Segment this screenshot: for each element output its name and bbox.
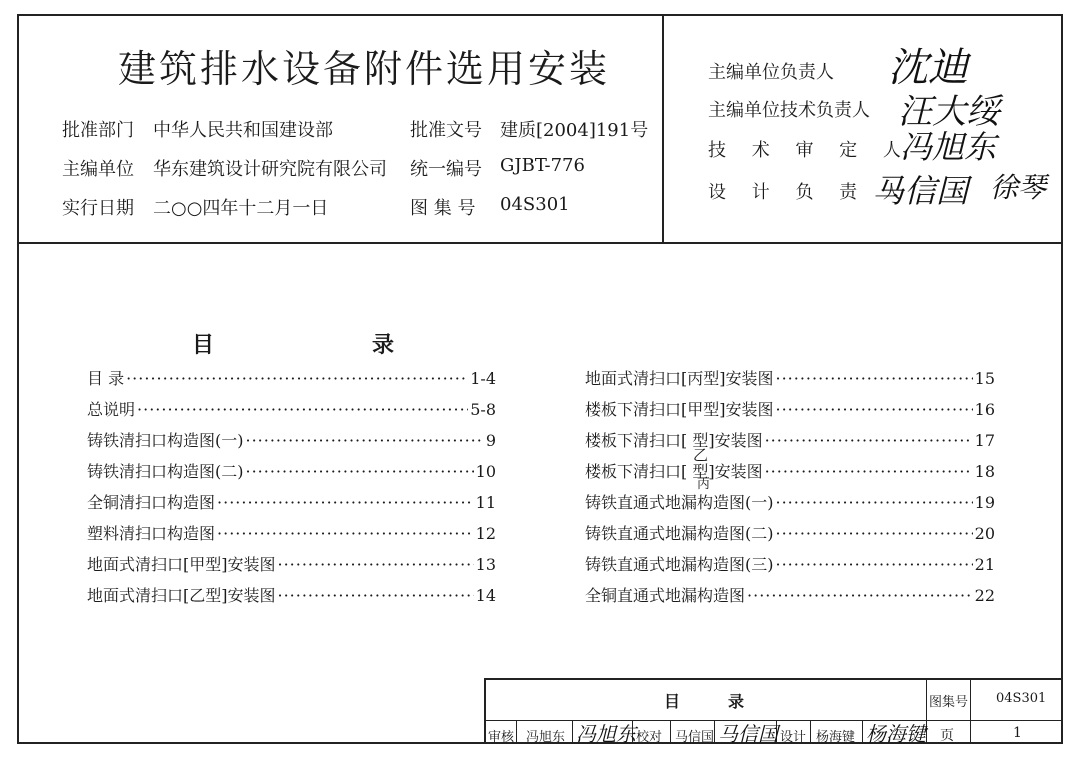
toc-item-page: 1-4 bbox=[470, 369, 496, 388]
chief-unit-head-label: 主编单位负责人 bbox=[708, 62, 834, 83]
toc-item-label: 楼板下清扫口[ 型]安装图 bbox=[585, 462, 763, 481]
review-signature: 冯旭东 bbox=[576, 722, 636, 746]
title-block-title-left: 目 bbox=[664, 692, 681, 711]
toc-item-label: 地面式清扫口[甲型]安装图 bbox=[87, 555, 276, 574]
approval-dept-value: 中华人民共和国建设部 bbox=[153, 120, 333, 141]
toc-item-page: 22 bbox=[974, 586, 995, 605]
toc-leader-dots bbox=[246, 462, 474, 481]
toc-item-page: 12 bbox=[475, 524, 496, 543]
toc-item-label: 目 录 bbox=[87, 369, 125, 388]
page-number: 1 bbox=[1013, 725, 1022, 741]
atlas-no-value: 04S301 bbox=[996, 691, 1047, 706]
atlas-number-label: 图 集 号 bbox=[410, 198, 476, 219]
atlas-no-label: 图集号 bbox=[929, 695, 969, 710]
toc-item-page: 19 bbox=[974, 493, 995, 512]
toc-item[interactable] bbox=[87, 521, 496, 543]
signature-design-lead: 马信国 bbox=[872, 172, 969, 210]
page-label: 页 bbox=[940, 728, 954, 744]
toc-item[interactable] bbox=[585, 583, 995, 605]
toc-item-page: 16 bbox=[974, 400, 995, 419]
design-label: 设计 bbox=[780, 730, 807, 745]
title-block-divider bbox=[862, 720, 863, 744]
header-separator bbox=[17, 242, 1063, 244]
chief-editor-label: 主编单位 bbox=[62, 159, 134, 180]
toc-leader-dots bbox=[278, 586, 474, 605]
toc-item-label: 铸铁直通式地漏构造图(一) bbox=[585, 493, 774, 512]
toc-leader-dots bbox=[776, 555, 973, 574]
toc-item-label: 地面式清扫口[丙型]安装图 bbox=[585, 369, 774, 388]
toc-leader-dots bbox=[765, 462, 973, 481]
toc-item-page: 18 bbox=[974, 462, 995, 481]
atlas-number-value: 04S301 bbox=[500, 194, 570, 215]
title-block-divider bbox=[572, 720, 573, 744]
approval-doc-label: 批准文号 bbox=[410, 120, 482, 141]
effective-date-label: 实行日期 bbox=[62, 198, 134, 219]
toc-item-page: 14 bbox=[475, 586, 496, 605]
toc-item-label: 铸铁直通式地漏构造图(二) bbox=[585, 524, 774, 543]
toc-leader-dots bbox=[246, 431, 484, 450]
toc-item-page: 10 bbox=[475, 462, 496, 481]
toc-leader-dots bbox=[278, 555, 474, 574]
toc-item-page: 11 bbox=[475, 493, 496, 512]
title-block-divider bbox=[810, 720, 811, 744]
toc-item[interactable] bbox=[585, 490, 995, 512]
toc-overlay-char-bing: 丙 bbox=[697, 477, 711, 492]
title-block-divider bbox=[970, 678, 971, 744]
toc-item-label: 总说明 bbox=[87, 400, 136, 419]
toc-item-label: 全铜直通式地漏构造图 bbox=[585, 586, 746, 605]
approval-doc-value: 建质[2004]191号 bbox=[500, 120, 649, 141]
toc-heading-right: 录 bbox=[372, 332, 395, 358]
check-name: 马信国 bbox=[675, 730, 715, 745]
review-name: 冯旭东 bbox=[526, 730, 566, 745]
toc-item-label: 地面式清扫口[乙型]安装图 bbox=[87, 586, 276, 605]
toc-item[interactable] bbox=[87, 552, 496, 574]
review-label: 审核 bbox=[488, 730, 515, 745]
toc-item[interactable] bbox=[585, 459, 995, 481]
toc-item[interactable] bbox=[585, 428, 995, 450]
toc-leader-dots bbox=[126, 369, 468, 388]
toc-item[interactable] bbox=[87, 490, 496, 512]
toc-leader-dots bbox=[765, 431, 973, 450]
atlas-title: 建筑排水设备附件选用安装 bbox=[118, 47, 611, 91]
toc-item-page: 20 bbox=[974, 524, 995, 543]
header-vertical-divider bbox=[662, 14, 664, 243]
toc-item-page: 9 bbox=[485, 431, 496, 450]
unified-number-label: 统一编号 bbox=[410, 159, 482, 180]
title-block-divider bbox=[516, 720, 517, 744]
toc-item-label: 铸铁清扫口构造图(一) bbox=[87, 431, 244, 450]
signature-tech-head: 汪大绥 bbox=[898, 92, 1000, 132]
check-signature: 马信国 bbox=[718, 722, 778, 746]
toc-overlay-char-yi: 乙 bbox=[693, 446, 709, 464]
design-signature: 杨海键 bbox=[866, 722, 926, 746]
unified-number-value: GJBT-776 bbox=[500, 155, 585, 176]
toc-item-label: 楼板下清扫口[ 型]安装图 bbox=[585, 431, 763, 450]
toc-item-page: 13 bbox=[475, 555, 496, 574]
title-block-title-right: 录 bbox=[728, 692, 745, 711]
toc-item-label: 铸铁清扫口构造图(二) bbox=[87, 462, 244, 481]
toc-item[interactable] bbox=[585, 366, 995, 388]
toc-item[interactable] bbox=[87, 397, 496, 419]
toc-leader-dots bbox=[747, 586, 973, 605]
chief-editor-value: 华东建筑设计研究院有限公司 bbox=[153, 159, 387, 180]
check-label: 校对 bbox=[636, 730, 663, 745]
technical-reviewer-label: 技 术 审 定 人 bbox=[708, 140, 911, 161]
toc-item-page: 5-8 bbox=[470, 400, 496, 419]
signature-design-lead-2: 徐琴 bbox=[990, 171, 1047, 204]
toc-item[interactable] bbox=[87, 366, 496, 388]
title-block-divider bbox=[714, 720, 715, 744]
approval-dept-label: 批准部门 bbox=[62, 120, 134, 141]
toc-heading-left: 目 bbox=[192, 332, 215, 358]
toc-leader-dots bbox=[776, 524, 973, 543]
chief-unit-tech-head-label: 主编单位技术负责人 bbox=[708, 100, 870, 121]
toc-item-page: 21 bbox=[974, 555, 995, 574]
title-block-divider bbox=[670, 720, 671, 744]
toc-leader-dots bbox=[776, 400, 973, 419]
toc-item[interactable] bbox=[585, 552, 995, 574]
toc-leader-dots bbox=[137, 400, 468, 419]
toc-item[interactable] bbox=[87, 428, 496, 450]
toc-item-label: 塑料清扫口构造图 bbox=[87, 524, 216, 543]
toc-item[interactable] bbox=[87, 583, 496, 605]
toc-leader-dots bbox=[217, 524, 474, 543]
toc-item-label: 铸铁直通式地漏构造图(三) bbox=[585, 555, 774, 574]
toc-item[interactable] bbox=[87, 459, 496, 481]
toc-item[interactable] bbox=[585, 521, 995, 543]
toc-leader-dots bbox=[217, 493, 474, 512]
toc-item-page: 17 bbox=[974, 431, 995, 450]
signature-chief-unit-head: 沈迪 bbox=[888, 45, 968, 91]
design-name: 杨海键 bbox=[816, 730, 856, 745]
toc-item[interactable] bbox=[585, 397, 995, 419]
toc-item-label: 楼板下清扫口[甲型]安装图 bbox=[585, 400, 774, 419]
toc-leader-dots bbox=[776, 369, 973, 388]
toc-leader-dots bbox=[776, 493, 973, 512]
toc-item-page: 15 bbox=[974, 369, 995, 388]
effective-date-value: 二○○四年十二月一日 bbox=[153, 198, 329, 219]
design-lead-label: 设 计 负 责 人 bbox=[708, 182, 911, 203]
signature-technical-reviewer: 冯旭东 bbox=[900, 128, 997, 166]
toc-item-label: 全铜清扫口构造图 bbox=[87, 493, 216, 512]
title-block-divider bbox=[926, 678, 927, 744]
